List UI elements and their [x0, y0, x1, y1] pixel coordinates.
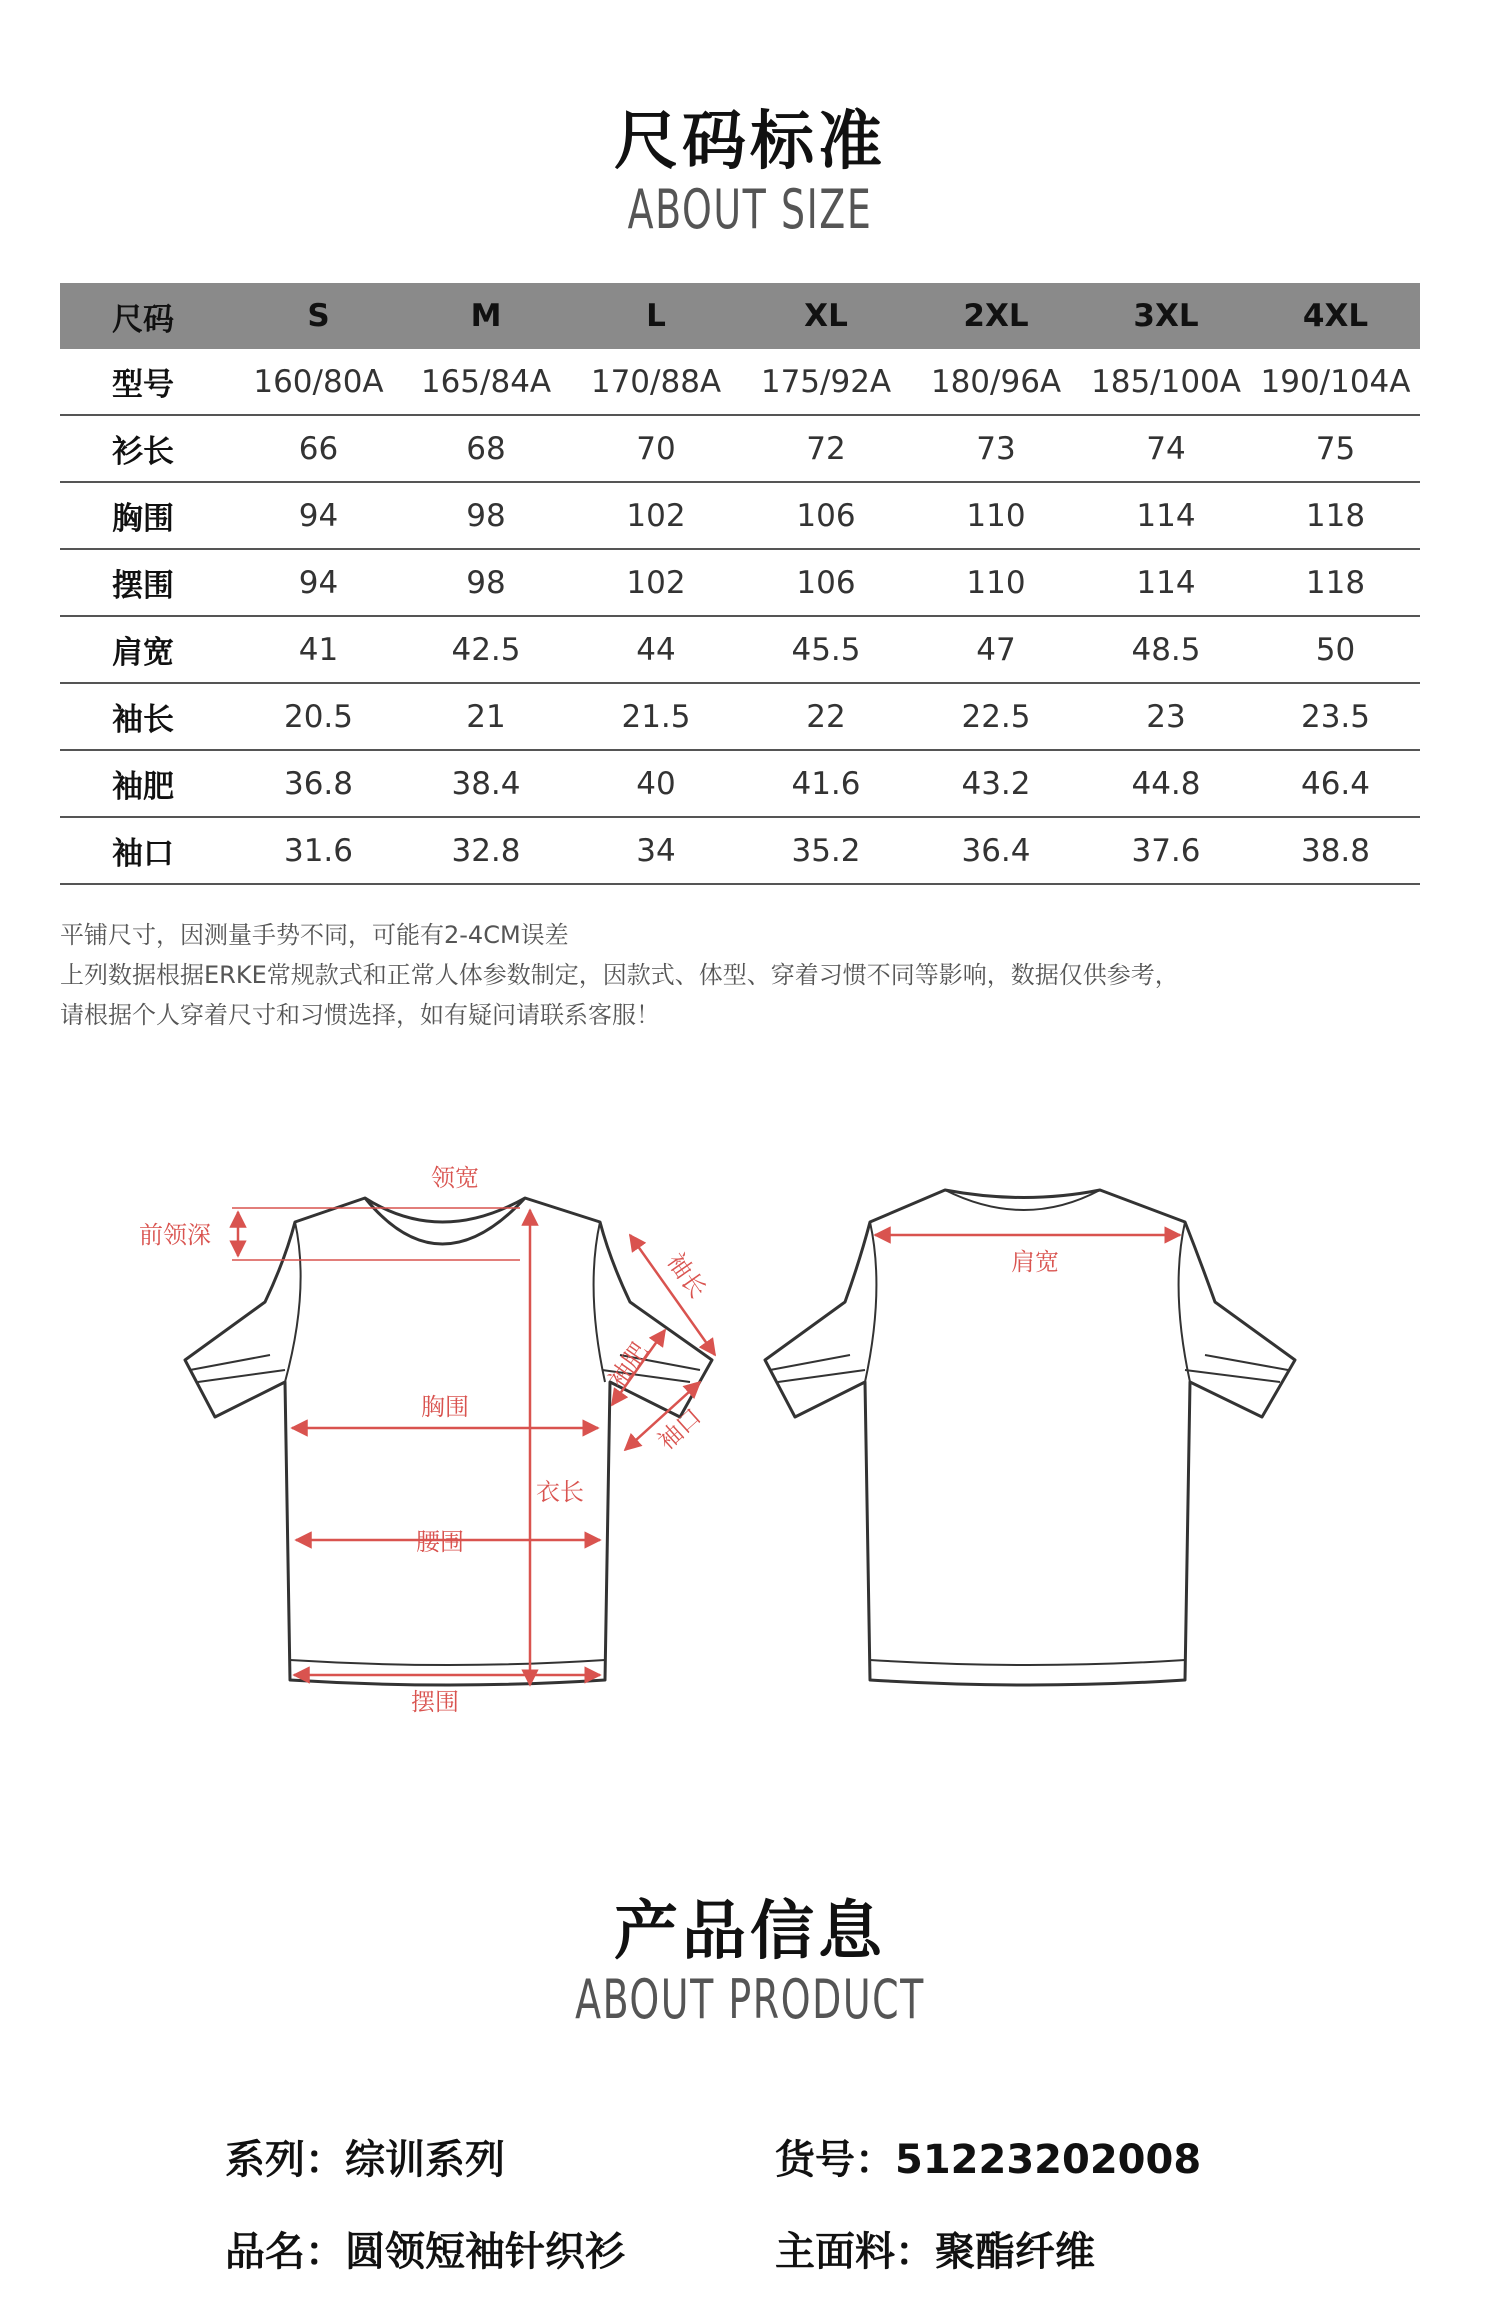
size-value-cell: 34 — [571, 817, 741, 884]
size-value-cell: 44 — [571, 616, 741, 683]
note-line: 上列数据根据ERKE常规款式和正常人体参数制定，因款式、体型、穿着习惯不同等影响，数据仅供参考， — [60, 961, 1179, 989]
size-table-row — [60, 817, 1420, 884]
cuff-label: 袖口 — [652, 1402, 707, 1456]
note-line: 平铺尺寸，因测量手势不同，可能有2-4CM误差 — [60, 921, 569, 949]
size-table — [60, 283, 1420, 885]
front-collar-depth-label: 前领深 — [139, 1221, 211, 1249]
size-header-cell: XL — [741, 283, 911, 349]
size-value-cell: 35.2 — [741, 817, 911, 884]
size-value-cell: 20.5 — [236, 683, 401, 750]
size-value-cell: 45.5 — [741, 616, 911, 683]
size-table-row — [60, 349, 1420, 415]
size-value-cell: 50 — [1251, 616, 1420, 683]
size-value-cell: 118 — [1251, 549, 1420, 616]
waist-label: 腰围 — [416, 1528, 464, 1556]
size-value-cell: 23.5 — [1251, 683, 1420, 750]
row-label: 袖长 — [60, 683, 236, 750]
size-header-row — [60, 283, 1420, 349]
chest-label: 胸围 — [421, 1393, 469, 1421]
size-value-cell: 66 — [236, 415, 401, 482]
shoulder-label: 肩宽 — [1011, 1248, 1059, 1276]
size-table-row — [60, 683, 1420, 750]
size-header-cell: S — [236, 283, 401, 349]
size-value-cell: 43.2 — [911, 750, 1081, 817]
size-value-cell: 190/104A — [1251, 349, 1420, 415]
size-section-title: 尺码标准 — [614, 105, 886, 179]
size-value-cell: 44.8 — [1081, 750, 1251, 817]
row-label: 肩宽 — [60, 616, 236, 683]
size-value-cell: 94 — [236, 482, 401, 549]
size-value-cell: 68 — [401, 415, 571, 482]
tshirt-measurement-diagram — [0, 1130, 1500, 1780]
row-label: 袖肥 — [60, 750, 236, 817]
size-value-cell: 36.8 — [236, 750, 401, 817]
size-value-cell: 41.6 — [741, 750, 911, 817]
size-header-cell: 2XL — [911, 283, 1081, 349]
size-value-cell: 102 — [571, 482, 741, 549]
size-value-cell: 46.4 — [1251, 750, 1420, 817]
size-value-cell: 106 — [741, 482, 911, 549]
size-value-cell: 98 — [401, 482, 571, 549]
size-value-cell: 74 — [1081, 415, 1251, 482]
fabric-info: 主面料：聚酯纤维 — [775, 2229, 1095, 2275]
series-info: 系列：综训系列 — [225, 2137, 505, 2183]
length-label: 衣长 — [536, 1478, 584, 1506]
size-notes — [60, 915, 1440, 1035]
size-value-cell: 75 — [1251, 415, 1420, 482]
size-value-cell: 106 — [741, 549, 911, 616]
size-value-cell: 41 — [236, 616, 401, 683]
size-value-cell: 38.8 — [1251, 817, 1420, 884]
size-value-cell: 48.5 — [1081, 616, 1251, 683]
size-value-cell: 23 — [1081, 683, 1251, 750]
size-value-cell: 175/92A — [741, 349, 911, 415]
size-value-cell: 170/88A — [571, 349, 741, 415]
size-value-cell: 102 — [571, 549, 741, 616]
size-header-cell: L — [571, 283, 741, 349]
size-value-cell: 37.6 — [1081, 817, 1251, 884]
size-value-cell: 118 — [1251, 482, 1420, 549]
size-value-cell: 180/96A — [911, 349, 1081, 415]
row-label: 袖口 — [60, 817, 236, 884]
size-value-cell: 165/84A — [401, 349, 571, 415]
size-value-cell: 72 — [741, 415, 911, 482]
size-value-cell: 47 — [911, 616, 1081, 683]
size-value-cell: 31.6 — [236, 817, 401, 884]
size-value-cell: 22 — [741, 683, 911, 750]
size-section-subtitle: ABOUT SIZE — [627, 178, 873, 241]
item-number-info: 货号：51223202008 — [775, 2137, 1202, 2183]
size-table-row — [60, 750, 1420, 817]
note-line: 请根据个人穿着尺寸和习惯选择，如有疑问请联系客服！ — [60, 1001, 660, 1029]
size-value-cell: 185/100A — [1081, 349, 1251, 415]
size-value-cell: 94 — [236, 549, 401, 616]
size-value-cell: 40 — [571, 750, 741, 817]
hem-label: 摆围 — [411, 1688, 459, 1716]
size-value-cell: 160/80A — [236, 349, 401, 415]
row-label: 摆围 — [60, 549, 236, 616]
row-label: 胸围 — [60, 482, 236, 549]
size-value-cell: 21.5 — [571, 683, 741, 750]
size-table-row — [60, 549, 1420, 616]
size-value-cell: 36.4 — [911, 817, 1081, 884]
size-value-cell: 70 — [571, 415, 741, 482]
size-header-label: 尺码 — [60, 283, 236, 349]
product-section-title: 产品信息 — [614, 1895, 886, 1969]
row-label: 型号 — [60, 349, 236, 415]
size-value-cell: 110 — [911, 482, 1081, 549]
size-header-cell: 4XL — [1251, 283, 1420, 349]
size-value-cell: 110 — [911, 549, 1081, 616]
size-table-row — [60, 616, 1420, 683]
size-value-cell: 114 — [1081, 549, 1251, 616]
size-value-cell: 42.5 — [401, 616, 571, 683]
product-section-subtitle: ABOUT PRODUCT — [575, 1968, 925, 2031]
size-value-cell: 32.8 — [401, 817, 571, 884]
size-table-row — [60, 482, 1420, 549]
size-table-row — [60, 415, 1420, 482]
size-value-cell: 73 — [911, 415, 1081, 482]
size-value-cell: 21 — [401, 683, 571, 750]
sleeve-length-label: 袖长 — [661, 1247, 712, 1304]
sleeve-width-label: 袖肥 — [603, 1337, 654, 1394]
product-name-info: 品名：圆领短袖针织衫 — [225, 2229, 625, 2275]
size-header-cell: 3XL — [1081, 283, 1251, 349]
size-value-cell: 22.5 — [911, 683, 1081, 750]
size-value-cell: 98 — [401, 549, 571, 616]
row-label: 衫长 — [60, 415, 236, 482]
collar-width-label: 领宽 — [431, 1164, 479, 1192]
size-value-cell: 114 — [1081, 482, 1251, 549]
size-value-cell: 38.4 — [401, 750, 571, 817]
size-header-cell: M — [401, 283, 571, 349]
